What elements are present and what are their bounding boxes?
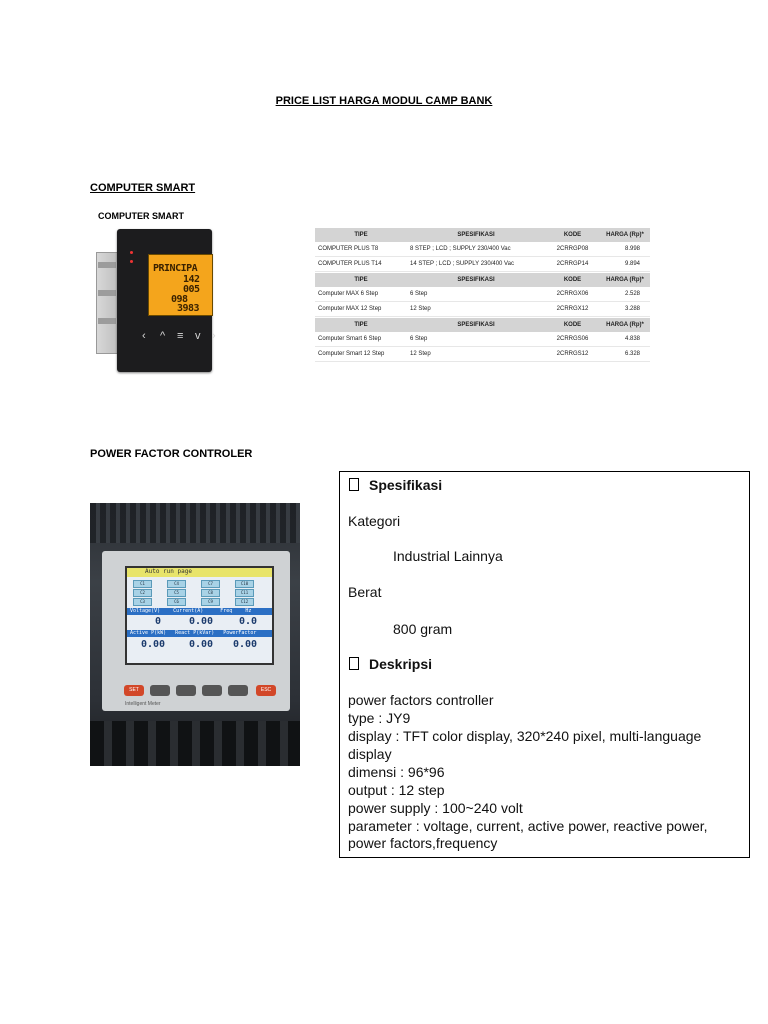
lcd-line: 142 (183, 274, 200, 285)
controller-key (176, 685, 196, 696)
lcd-line: 3983 (177, 303, 200, 314)
column-header: TIPE (315, 228, 407, 242)
capacitor-cell: C12 (235, 598, 254, 606)
table-cell: 2CRRGS06 (545, 332, 600, 347)
column-header: KODE (545, 318, 600, 332)
capacitor-cell: C2 (133, 589, 152, 597)
description-line: type : JY9 (348, 710, 411, 726)
description-line: power supply : 100~240 volt (348, 800, 523, 816)
table-cell: 2CRRGP08 (545, 242, 600, 257)
spesifikasi-heading (349, 477, 442, 493)
spesifikasi-heading-text: Spesifikasi (369, 477, 443, 493)
table-cell: COMPUTER PLUS T8 (315, 242, 407, 257)
device-button-up: ^ (160, 330, 166, 342)
table-row (315, 287, 650, 302)
lcd-line: PRINCIPA (153, 263, 198, 274)
table-cell: 3.288 (600, 302, 650, 317)
capacitor-cell: C4 (167, 580, 186, 588)
table-cell: Computer MAX 12 Step (315, 302, 407, 317)
berat-value: 800 gram (393, 621, 453, 637)
column-header: HARGA (Rp)* (600, 318, 650, 332)
capacitor-cell: C8 (201, 589, 220, 597)
column-header: TIPE (315, 318, 407, 332)
device-button-menu: ≡ (177, 330, 184, 342)
set-key: SET (124, 685, 144, 696)
bar-label: PowerFactor (223, 630, 257, 636)
bar-label: Current(A) (173, 608, 204, 614)
description-line: power factors,frequency (348, 835, 498, 851)
controller-key (202, 685, 222, 696)
controller-key (150, 685, 170, 696)
deskripsi-heading (349, 656, 432, 672)
capacitor-cell: C6 (167, 598, 186, 606)
frequency-value: 0.0 (239, 616, 258, 627)
table-cell: 2CRRGS12 (545, 347, 600, 362)
table-cell: 12 Step (407, 347, 545, 362)
description-line: display (348, 746, 392, 762)
device-lcd-display (148, 254, 213, 316)
reactive-power-value: 0.00 (189, 639, 214, 650)
table-row (315, 257, 650, 272)
pfc-heading: POWER FACTOR CONTROLER (90, 448, 253, 460)
table-cell: 2CRRGX12 (545, 302, 600, 317)
table-cell: 9.894 (600, 257, 650, 272)
capacitor-cell: C11 (235, 589, 254, 597)
device-side-ridge (98, 290, 116, 296)
berat-label: Berat (348, 584, 382, 600)
lcd-line: 098 (171, 294, 188, 305)
table-cell: 2.528 (600, 287, 650, 302)
status-led (130, 260, 133, 263)
description-line: dimensi : 96*96 (348, 764, 445, 780)
capacitor-cell: C3 (133, 598, 152, 606)
column-header: HARGA (Rp)* (600, 228, 650, 242)
table-cell: 4.838 (600, 332, 650, 347)
device-button-right: › (212, 330, 216, 342)
column-header: SPESIFIKASI (407, 318, 545, 332)
device-side-ridge (98, 318, 116, 324)
table-cell: Computer MAX 6 Step (315, 287, 407, 302)
description-line: display : TFT color display, 320*240 pixel, multi-language (348, 728, 702, 744)
controller-key (228, 685, 248, 696)
product-image-caption: COMPUTER SMART (98, 211, 184, 221)
column-header: KODE (545, 228, 600, 242)
lcd-line: 005 (183, 284, 200, 295)
kategori-value: Industrial Lainnya (393, 548, 503, 564)
bar-label: Voltage(V) (130, 608, 161, 614)
computer-smart-heading: COMPUTER SMART (90, 182, 196, 194)
bar-label: Freq (220, 608, 233, 614)
current-value: 0.00 (189, 616, 214, 627)
table-row (315, 302, 650, 317)
table-cell: 14 STEP ; LCD ; SUPPLY 230/400 Vac (407, 257, 545, 272)
description-line: parameter : voltage, current, active power, reactive power, (348, 818, 708, 834)
esc-key: ESC (256, 685, 276, 696)
document-title: PRICE LIST HARGA MODUL CAMP BANK (275, 95, 493, 107)
table-cell: 6.328 (600, 347, 650, 362)
capacitor-cell: C5 (167, 589, 186, 597)
bar-label: React P(kVar) (175, 630, 215, 636)
capacitor-cell: C1 (133, 580, 152, 588)
bullet-box-icon (349, 478, 359, 491)
photo-background-grille (90, 503, 300, 543)
table-row (315, 332, 650, 347)
screen-title: Auto run page (145, 568, 192, 575)
column-header: HARGA (Rp)* (600, 273, 650, 287)
table-cell: 6 Step (407, 287, 545, 302)
power-header-bar (127, 630, 272, 637)
power-factor-value: 0.00 (233, 639, 258, 650)
column-header: KODE (545, 273, 600, 287)
column-header: TIPE (315, 273, 407, 287)
description-line: output : 12 step (348, 782, 445, 798)
table-cell: 6 Step (407, 332, 545, 347)
kategori-label: Kategori (348, 513, 401, 529)
photo-foreground-grille (90, 721, 300, 766)
power-factor-controller-photo (90, 503, 300, 766)
table-cell: 2CRRGP14 (545, 257, 600, 272)
bar-label: Active P(kW) (130, 630, 167, 636)
device-side-ridge (98, 262, 116, 268)
status-led (130, 251, 133, 254)
device-button-down: v (195, 330, 201, 342)
table-row (315, 242, 650, 257)
bullet-box-icon (349, 657, 359, 670)
bar-label: Hz (245, 608, 252, 614)
description-line: power factors controller (348, 692, 494, 708)
active-power-value: 0.00 (141, 639, 166, 650)
table-cell: 2CRRGX06 (545, 287, 600, 302)
controller-model-label: Intelligent Meter (125, 701, 161, 707)
table-row (315, 347, 650, 362)
price-table (315, 228, 650, 362)
table-header-row (315, 228, 650, 242)
table-cell: 8.998 (600, 242, 650, 257)
table-cell: COMPUTER PLUS T14 (315, 257, 407, 272)
table-header-row (315, 318, 650, 332)
column-header: SPESIFIKASI (407, 228, 545, 242)
table-header-row (315, 273, 650, 287)
screen-title-bar (127, 568, 272, 577)
device-button-left: ‹ (142, 330, 146, 342)
capacitor-cell: C10 (235, 580, 254, 588)
table-cell: 12 Step (407, 302, 545, 317)
capacitor-cell: C7 (201, 580, 220, 588)
capacitor-cell: C9 (201, 598, 220, 606)
measurement-header-bar (127, 608, 272, 615)
deskripsi-heading-text: Deskripsi (369, 656, 433, 672)
voltage-value: 0 (155, 616, 162, 627)
table-cell: Computer Smart 12 Step (315, 347, 407, 362)
table-cell: Computer Smart 6 Step (315, 332, 407, 347)
controller-screen (125, 566, 274, 665)
column-header: SPESIFIKASI (407, 273, 545, 287)
table-cell: 8 STEP ; LCD ; SUPPLY 230/400 Vac (407, 242, 545, 257)
